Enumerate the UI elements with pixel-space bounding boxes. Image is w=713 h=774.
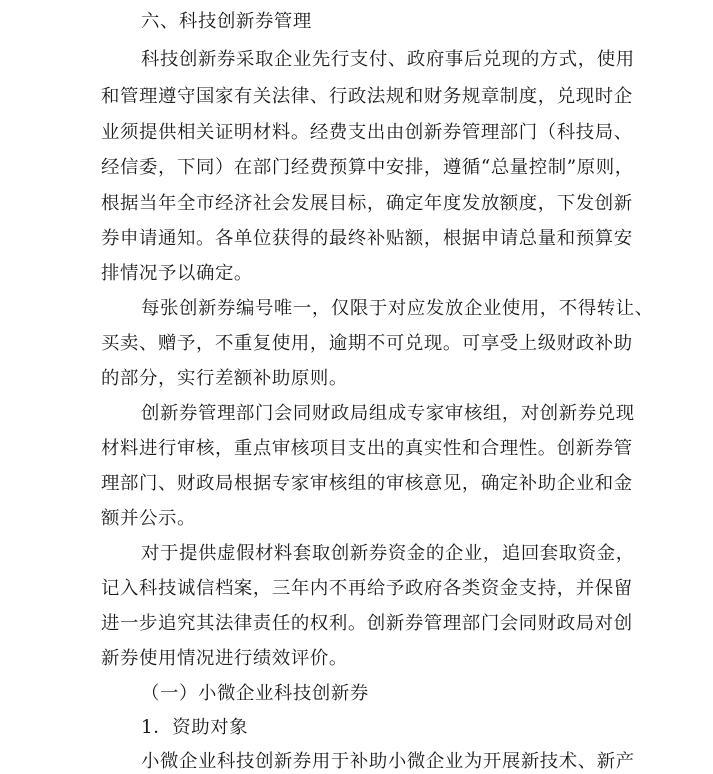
paragraph-line: 买卖、赠予，不重复使用，逾期不可兑现。可享受上级财政补助 (101, 333, 633, 354)
paragraph-line: 理部门、财政局根据专家审核组的审核意见，确定补助企业和金 (101, 473, 633, 494)
paragraph-line: 排情况予以确定。 (101, 263, 253, 284)
paragraph-line: 新券使用情况进行绩效评价。 (101, 648, 348, 669)
paragraph-line: 每张创新券编号唯一，仅限于对应发放企业使用，不得转让、 (141, 298, 654, 319)
paragraph-line: 券申请通知。各单位获得的最终补贴额，根据申请总量和预算安 (101, 228, 633, 249)
section-heading: 六、科技创新券管理 (141, 11, 312, 32)
paragraph-line: 经信委，下同）在部门经费预算中安排，遵循“总量控制”原则， (101, 157, 634, 178)
paragraph-line: 和管理遵守国家有关法律、行政法规和财务规章制度，兑现时企 (101, 86, 633, 107)
subsubsection-heading: 1．资助对象 (141, 717, 249, 738)
paragraph-line: 记入科技诚信档案，三年内不再给予政府各类资金支持，并保留 (101, 578, 633, 599)
paragraph-line: 业须提供相关证明材料。经费支出由创新券管理部门（科技局、 (101, 122, 633, 143)
paragraph-line: 科技创新券采取企业先行支付、政府事后兑现的方式，使用 (141, 49, 635, 70)
paragraph-line: 对于提供虚假材料套取创新券资金的企业，追回套取资金， (141, 543, 635, 564)
paragraph-line: 进一步追究其法律责任的权利。创新券管理部门会同财政局对创 (101, 613, 633, 634)
paragraph-line: 根据当年全市经济社会发展目标，确定年度发放额度，下发创新 (101, 193, 633, 214)
paragraph-line: 额并公示。 (101, 508, 196, 529)
subsection-heading: （一）小微企业科技创新券 (141, 683, 369, 704)
paragraph-line: 材料进行审核，重点审核项目支出的真实性和合理性。创新券管 (101, 438, 633, 459)
paragraph-line: 创新券管理部门会同财政局组成专家审核组，对创新券兑现 (141, 403, 635, 424)
paragraph-line: 的部分，实行差额补助原则。 (101, 368, 348, 389)
paragraph-line: 小微企业科技创新券用于补助小微企业为开展新技术、新产 (141, 751, 635, 772)
